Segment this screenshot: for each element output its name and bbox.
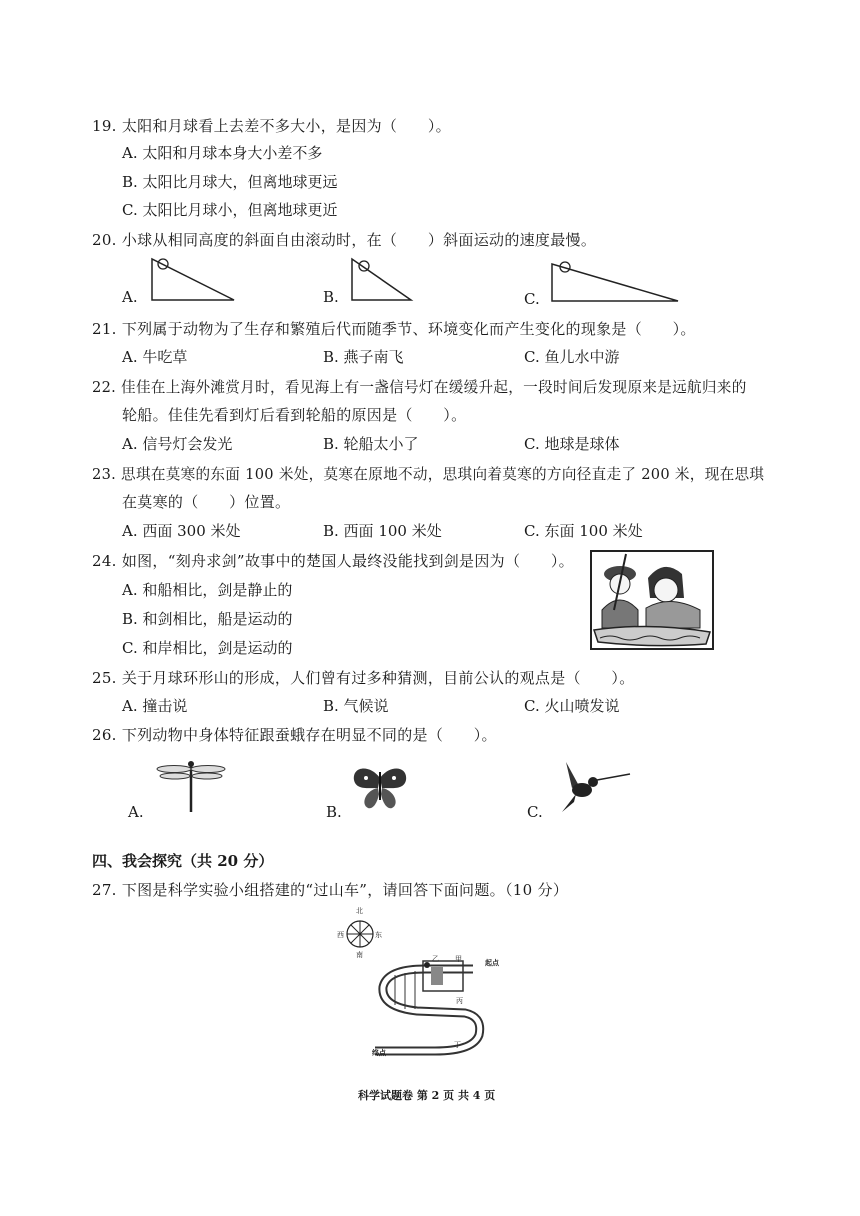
- q25-stem: 25. 关于月球环形山的形成，人们曾有过多种猜测，目前公认的观点是（ ）。: [92, 669, 635, 687]
- q19-option-c: C. 太阳比月球小，但离地球更近: [122, 201, 338, 219]
- q19-stem: 19. 太阳和月球看上去差不多大小，是因为（ ）。: [92, 117, 451, 135]
- diagram-ding-label: 丁: [454, 1041, 461, 1049]
- roller-coaster-diagram: [365, 955, 505, 1067]
- compass-north-label: 北: [356, 907, 363, 915]
- q26-option-c: C.: [527, 803, 543, 821]
- q20-option-b: B.: [323, 288, 339, 306]
- slope-a-figure: [148, 255, 238, 305]
- slope-b-figure: [348, 255, 418, 305]
- diagram-start-label: 起点: [485, 958, 499, 967]
- q23-stem-continued: 在莫寒的（ ）位置。: [122, 493, 291, 511]
- q23-option-b: B. 西面 100 米处: [323, 522, 442, 540]
- q24-option-c: C. 和岸相比，剑是运动的: [122, 639, 293, 657]
- diagram-yi-label: 乙: [432, 955, 439, 963]
- q19-option-b: B. 太阳比月球大，但离地球更远: [122, 173, 338, 191]
- q23-stem: 23. 思琪在莫寒的东面 100 米处，莫寒在原地不动，思琪向着莫寒的方向径直走了 200 米，现在思琪: [92, 466, 765, 483]
- hummingbird-icon: [552, 758, 632, 814]
- q20-option-a: A.: [122, 288, 138, 306]
- q23-option-c: C. 东面 100 米处: [524, 522, 643, 540]
- q21-option-c: C. 鱼儿水中游: [524, 348, 620, 366]
- q25-option-b: B. 气候说: [323, 697, 389, 715]
- diagram-bing-label: 丙: [456, 997, 463, 1005]
- q23-option-a: A. 西面 300 米处: [122, 522, 241, 540]
- q25-option-a: A. 撞击说: [122, 697, 188, 715]
- page-footer: 科学试题卷 第 2 页 共 4 页: [358, 1089, 496, 1102]
- section-4-title: 四、我会探究（共 20 分）: [92, 852, 274, 870]
- diagram-jia-label: 甲: [455, 955, 462, 963]
- q20-stem: 20. 小球从相同高度的斜面自由滚动时，在（ ）斜面运动的速度最慢。: [92, 231, 597, 249]
- slope-c-figure: [548, 258, 683, 308]
- q21-option-a: A. 牛吃草: [122, 348, 188, 366]
- q25-option-c: C. 火山喷发说: [524, 697, 620, 715]
- q22-stem: 22. 佳佳在上海外滩赏月时，看见海上有一盏信号灯在缓缓升起，一段时间后发现原来是远航归来的: [92, 379, 747, 396]
- q26-option-a: A.: [128, 803, 144, 821]
- q24-option-b: B. 和剑相比，船是运动的: [122, 610, 293, 628]
- q22-option-b: B. 轮船太小了: [323, 435, 419, 453]
- q22-option-a: A. 信号灯会发光: [122, 435, 233, 453]
- dragonfly-icon: [156, 758, 226, 814]
- q21-stem: 21. 下列属于动物为了生存和繁殖后代而随季节、环境变化而产生变化的现象是（ ）。: [92, 320, 696, 338]
- boat-story-illustration: [590, 550, 714, 650]
- q26-stem: 26. 下列动物中身体特征跟蚕蛾存在明显不同的是（ ）。: [92, 726, 497, 744]
- q20-option-c: C.: [524, 290, 540, 308]
- q19-option-a: A. 太阳和月球本身大小差不多: [122, 144, 323, 162]
- q24-stem: 24. 如图，“刻舟求剑”故事中的楚国人最终没能找到剑是因为（ ）。: [92, 552, 574, 570]
- compass-west-label: 西: [337, 931, 344, 939]
- compass-south-label: 南: [356, 951, 363, 959]
- q21-option-b: B. 燕子南飞: [323, 348, 404, 366]
- q22-stem-continued: 轮船。佳佳先看到灯后看到轮船的原因是（ ）。: [122, 406, 467, 424]
- butterfly-icon: [350, 764, 410, 812]
- compass-east-label: 东: [375, 931, 382, 939]
- q24-option-a: A. 和船相比，剑是静止的: [122, 581, 293, 599]
- q26-option-b: B.: [326, 803, 342, 821]
- q22-option-c: C. 地球是球体: [524, 435, 620, 453]
- q27-stem: 27. 下图是科学实验小组搭建的“过山车”，请回答下面问题。（10 分）: [92, 881, 569, 899]
- diagram-end-label: 终点: [372, 1048, 386, 1057]
